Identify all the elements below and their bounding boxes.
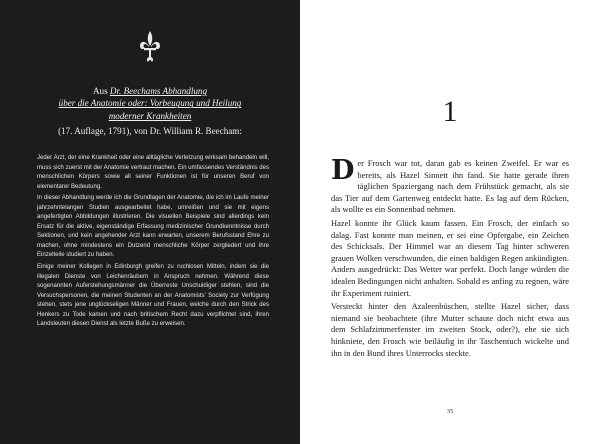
- excerpt-paragraph: In dieser Abhandlung werde ich die Grundlagen der Anatomie, die ich im Laufe meiner jahrzehntelangen Studien ausgearbeitet habe, umreißen und sie mit eigens angefertigten Abbildungen illustrieren. Die visuellen Beispiele sind allerdings kein Ersatz für die aktive, eigenständige Erfassung medizinischer Grundkenntnisse durch Sektionen, und kein angehender Arzt kann erwarten, unserem Berufsstand Ehre zu machen, ohne mindestens ein Dutzend menschliche Körper zergliedert und ihre Einzelteile studiert zu haben.: [37, 195, 269, 259]
- story-paragraph: Hazel konnte ihr Glück kaum fassen. Ein Frosch, der einfach so dalag. Fast konnte man meinen, er sei eine Opfergabe, ein Zeichen des Schicksals. Der Himmel war an diesem Tag hinter schweren grauen Wolken verschwunden, die einen baldigen Regen ankündigten. Anders ausgedrückt: Das Wetter war perfekt. Doch lange würden die idealen Bedingungen nicht anhalten. Sobald es anfing zu regnen, wäre ihr Experiment ruiniert.: [331, 217, 569, 298]
- page-number: 35: [446, 408, 454, 415]
- source-title-line-3: moderner Krankheiten: [108, 110, 192, 121]
- story-paragraph-1-text: er Frosch war tot, daran gab es keinen Zweifel. Er war es bereits, als Hazel Sinnett ihn fand. Sie hatte gerade ihren täglichen Spaziergang nach dem Frühstück gemacht, als sie das Tier auf dem Gartenweg entdeckt hatte. Es lag auf dem Rücken, als wollte es ein Sonnenbad nehmen.: [331, 158, 569, 215]
- right-page: [300, 0, 600, 444]
- fleur-de-lis-icon: [138, 30, 162, 64]
- story-paragraph: [331, 155, 569, 216]
- source-citation: [40, 85, 260, 138]
- treatise-excerpt: [37, 154, 269, 330]
- excerpt-paragraph: Jeder Arzt, der eine Krankheit oder eine alltägliche Verletzung wirksam behandeln will, muss sich zuerst mit der Anatomie vertraut machen. Ein umfassendes Verständnis des menschlichen Körpers sowie all seiner Funktionen ist für unseren Beruf von elementarer Bedeutung.: [37, 155, 269, 190]
- drop-cap: D: [331, 155, 355, 186]
- source-title-line-2: über die Anatomie oder: Vorbeugung und Heilung: [58, 98, 242, 109]
- source-title-line-1: Dr. Beechams Abhandlung: [109, 86, 207, 96]
- story-paragraph: Versteckt hinter den Azaleenbüschen, stellte Hazel sicher, dass niemand sie beobachtete (ihre Mutter schaute doch nicht etwa aus dem Schlafzimmerfenster im zweiten Stock, oder?), ehe sie sich hinkniete, den Frosch wie beiläufig in ihr Taschentuch wickelte und ihn in den Bund ihres Unterrocks steckte.: [331, 301, 569, 358]
- source-prefix: Aus: [92, 86, 110, 96]
- source-edition: (17. Auflage, 1791), von Dr. William R. Beecham:: [58, 126, 242, 137]
- excerpt-paragraph: Einige meiner Kollegen in Edinburgh greifen zu ruchlosen Mitteln, indem sie die illegalen Dienste von Leichenräubern in Anspruch nehmen. Während diese sogenannten Auferstehungsmänner die Überreste Unschuldiger stehlen, sind die Versuchspersonen, die meinen Studenten an der Anatomists’ Society zur Verfügung stehen, stets jene unglückseligen Männer und Frauen, welche durch den Strick des Henkers zu Tode kamen und nach britischem Recht dazu verpflichtet sind, ihren Landsleuten diesen Dienst als letzte Buße zu erweisen.: [37, 264, 269, 328]
- chapter-text: [331, 155, 569, 359]
- chapter-number: 1: [442, 95, 458, 128]
